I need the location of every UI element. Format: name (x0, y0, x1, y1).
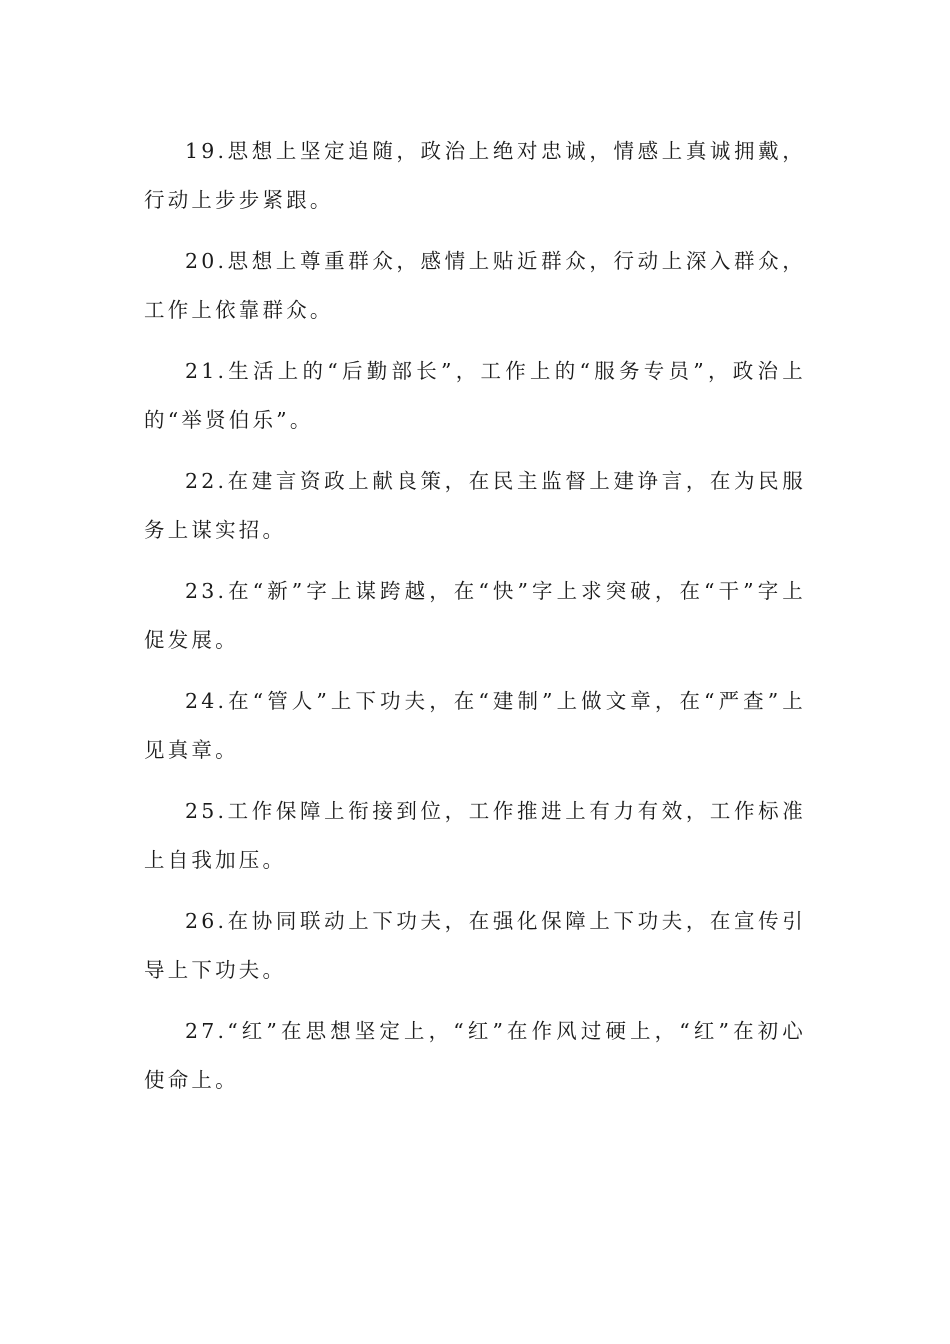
list-item: 21.生活上的“后勤部长”，工作上的“服务专员”，政治上的“举贤伯乐”。 (144, 359, 806, 432)
list-item: 24.在“管人”上下功夫，在“建制”上做文章，在“严查”上见真章。 (144, 689, 806, 762)
document-body (144, 127, 806, 1117)
list-item: 25.工作保障上衔接到位，工作推进上有力有效，工作标准上自我加压。 (144, 799, 806, 872)
list-item: 27.“红”在思想坚定上，“红”在作风过硬上，“红”在初心使命上。 (144, 1019, 806, 1092)
list-item: 22.在建言资政上献良策，在民主监督上建诤言，在为民服务上谋实招。 (144, 469, 806, 542)
list-item: 19.思想上坚定追随，政治上绝对忠诚，情感上真诚拥戴，行动上步步紧跟。 (144, 139, 806, 212)
list-item: 26.在协同联动上下功夫，在强化保障上下功夫，在宣传引导上下功夫。 (144, 909, 806, 982)
list-item: 20.思想上尊重群众，感情上贴近群众，行动上深入群众，工作上依靠群众。 (144, 249, 806, 322)
list-item: 23.在“新”字上谋跨越，在“快”字上求突破，在“干”字上促发展。 (144, 579, 806, 652)
